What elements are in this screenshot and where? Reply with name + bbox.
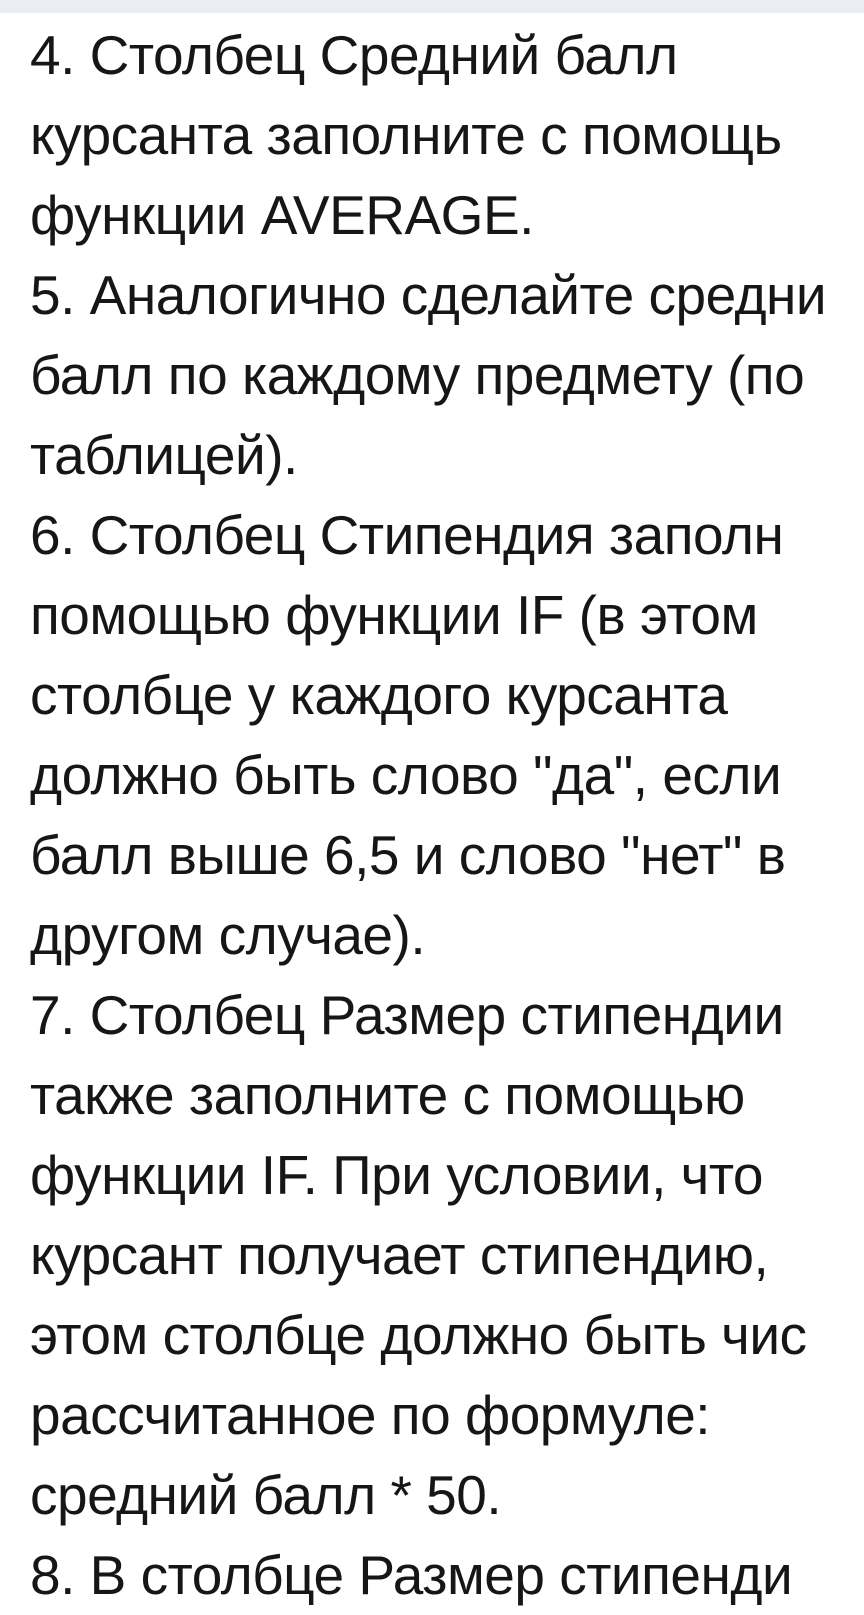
text-line-6: таблицей). [30, 424, 298, 486]
text-line-4: 5. Аналогично сделайте средни [30, 264, 827, 326]
text-line-18: рассчитанное по формуле: [30, 1384, 711, 1446]
text-line-19: средний балл * 50. [30, 1464, 502, 1526]
text-line-9: столбце у каждого курсанта [30, 664, 728, 726]
instruction-text [0, 13, 864, 1615]
text-line-1: 4. Столбец Средний балл [30, 24, 678, 86]
text-line-15: функции IF. При условии, что [30, 1144, 763, 1206]
text-line-12: другом случае). [30, 904, 426, 966]
text-line-2: курсанта заполните с помощь [30, 104, 782, 166]
top-bar [0, 0, 864, 13]
text-line-13: 7. Столбец Размер стипендии [30, 984, 784, 1046]
text-line-11: балл выше 6,5 и слово "нет" в [30, 824, 786, 886]
text-line-20: 8. В столбце Размер стипенди [30, 1544, 793, 1606]
text-line-3: функции AVERAGE. [30, 184, 534, 246]
text-line-7: 6. Столбец Стипендия заполн [30, 504, 784, 566]
text-line-8: помощью функции IF (в этом [30, 584, 758, 646]
text-line-10: должно быть слово "да", если [30, 744, 782, 806]
text-line-17: этом столбце должно быть чис [30, 1304, 807, 1366]
text-line-14: также заполните с помощью [30, 1064, 745, 1126]
text-line-5: балл по каждому предмету (по [30, 344, 805, 406]
text-line-16: курсант получает стипендию, [30, 1224, 769, 1286]
